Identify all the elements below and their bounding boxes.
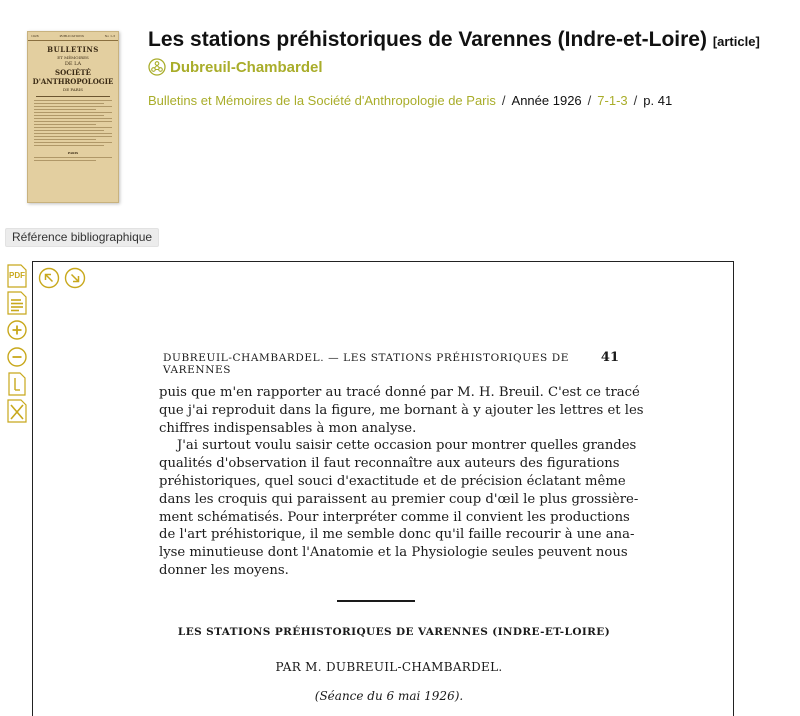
scan-line: lyse minutieuse dont l'Anatomie et la Physiologie seules peuvent nous	[159, 545, 628, 561]
author-name: Dubreuil-Chambardel	[170, 58, 323, 76]
scan-line: que j'ai reproduit dans la figure, me bornant à y ajouter les lettres et les	[159, 402, 644, 418]
scan-line: chiffres indispensables à mon analyse.	[159, 420, 417, 436]
cover-text-line	[34, 139, 96, 140]
page-number: 41	[600, 350, 619, 365]
source-page: p. 41	[643, 93, 673, 108]
article-title	[148, 28, 760, 52]
cover-text-line	[34, 142, 112, 143]
cover-text-line	[34, 112, 112, 113]
cover-text-line	[34, 121, 112, 122]
close-viewer-button[interactable]	[6, 399, 28, 423]
cover-strip-center: PUBLICATIONS	[59, 34, 84, 38]
viewer-toolbar	[6, 264, 30, 426]
zoom-in-button[interactable]	[6, 318, 28, 342]
zoom-out-button[interactable]	[6, 345, 28, 369]
zoom-in-icon	[6, 318, 28, 342]
document-viewer[interactable]	[32, 261, 734, 716]
cover-text-line	[34, 130, 104, 131]
cover-title-line2: ET MÉMOIRES	[57, 55, 89, 60]
cover-bottom-text: PARIS	[67, 151, 79, 155]
close-icon	[6, 399, 28, 423]
source-separator: /	[587, 93, 592, 108]
cover-text-line	[34, 136, 112, 137]
cover-title-line3: DE LA	[64, 61, 82, 67]
scan-line: ment schématisés. Pour interpréter comme il convient les productions	[159, 509, 630, 525]
pdf-download-button[interactable]	[6, 264, 28, 288]
pdf-icon-label: PDF	[9, 271, 25, 280]
source-year: Année 1926	[511, 93, 582, 108]
article-type-tag: [article]	[712, 34, 760, 49]
journal-link[interactable]: Bulletins et Mémoires de la Société d'Anthropologie de Paris	[148, 93, 496, 108]
author-network-icon	[148, 58, 166, 76]
page-navigation	[38, 267, 90, 289]
text-mode-button[interactable]	[6, 291, 28, 315]
cover-text-line	[34, 127, 112, 128]
cover-rule	[36, 96, 110, 97]
section-byline: PAR M. DUBREUIL-CHAMBARDEL.	[275, 659, 503, 674]
scan-line: donner les moyens.	[159, 562, 289, 578]
cover-text-line	[34, 124, 96, 125]
cover-text-line	[34, 106, 112, 107]
cover-title-line1: BULLETINS	[47, 45, 99, 54]
cover-title-line4: SOCIÉTÉ D'ANTHROPOLOGIE	[32, 68, 114, 86]
cover-strip-right: No 1-3	[104, 34, 115, 38]
cover-text-line	[34, 157, 112, 158]
section-divider	[337, 600, 415, 602]
article-title-text: Les stations préhistoriques de Varennes (Indre-et-Loire)	[148, 28, 707, 51]
source-separator: /	[633, 93, 638, 108]
cover-text-line	[34, 133, 112, 134]
cover-text-line	[34, 103, 104, 104]
issue-link[interactable]: 7-1-3	[597, 93, 628, 108]
author-link[interactable]	[148, 58, 323, 76]
scan-line: puis que m'en rapporter au tracé donné par M. H. Breuil. C'est ce tracé	[159, 385, 640, 400]
cover-text-line	[34, 109, 96, 110]
scan-line: préhistoriques, quel souci d'exactitude et de précision éclatant même	[159, 473, 626, 489]
running-head	[159, 350, 619, 376]
scan-line: de l'art préhistorique, il me semble donc qu'il faille recourir à une ana-	[159, 527, 635, 543]
pdf-icon	[6, 264, 28, 288]
seance-date: (Séance du 6 mai 1926).	[314, 688, 464, 703]
previous-page-button[interactable]	[38, 267, 60, 289]
cover-text-line	[34, 118, 112, 119]
running-head-text: DUBREUIL-CHAMBARDEL. — LES STATIONS PRÉHISTORIQUES DE VARENNES	[163, 352, 569, 376]
cover-text-line	[34, 145, 104, 146]
scan-body-text	[159, 384, 644, 580]
source-separator: /	[501, 93, 506, 108]
zoom-out-icon	[6, 345, 28, 369]
arrow-up-left-icon	[38, 267, 60, 289]
scan-line: qualités d'observation il faut reconnaître aux auteurs des figurations	[159, 456, 620, 472]
cover-strip-left: 1926	[31, 34, 39, 38]
arrow-down-right-icon	[64, 267, 86, 289]
journal-cover-thumbnail[interactable]	[27, 31, 119, 203]
bibliographic-reference-button[interactable]: Référence bibliographique	[5, 228, 159, 247]
cover-text-line	[34, 100, 112, 101]
next-page-button[interactable]	[64, 267, 86, 289]
scan-line: dans les croquis qui paraissent au premier coup d'œil le plus grossière-	[159, 491, 639, 507]
source-line	[148, 93, 672, 108]
section-title: LES STATIONS PRÉHISTORIQUES DE VARENNES (INDRE-ET-LOIRE)	[177, 625, 611, 638]
cover-text-line	[34, 115, 104, 116]
cover-text-line	[34, 160, 96, 161]
cover-title-line5: DE PARIS	[63, 87, 83, 92]
scan-line: J'ai surtout voulu saisir cette occasion pour montrer quelles grandes	[177, 438, 637, 454]
page-arrow-icon	[6, 372, 28, 396]
text-lines-icon	[6, 291, 28, 315]
scanned-page	[159, 350, 644, 703]
page-mode-button[interactable]	[6, 372, 28, 396]
cover-top-strip	[28, 32, 118, 41]
